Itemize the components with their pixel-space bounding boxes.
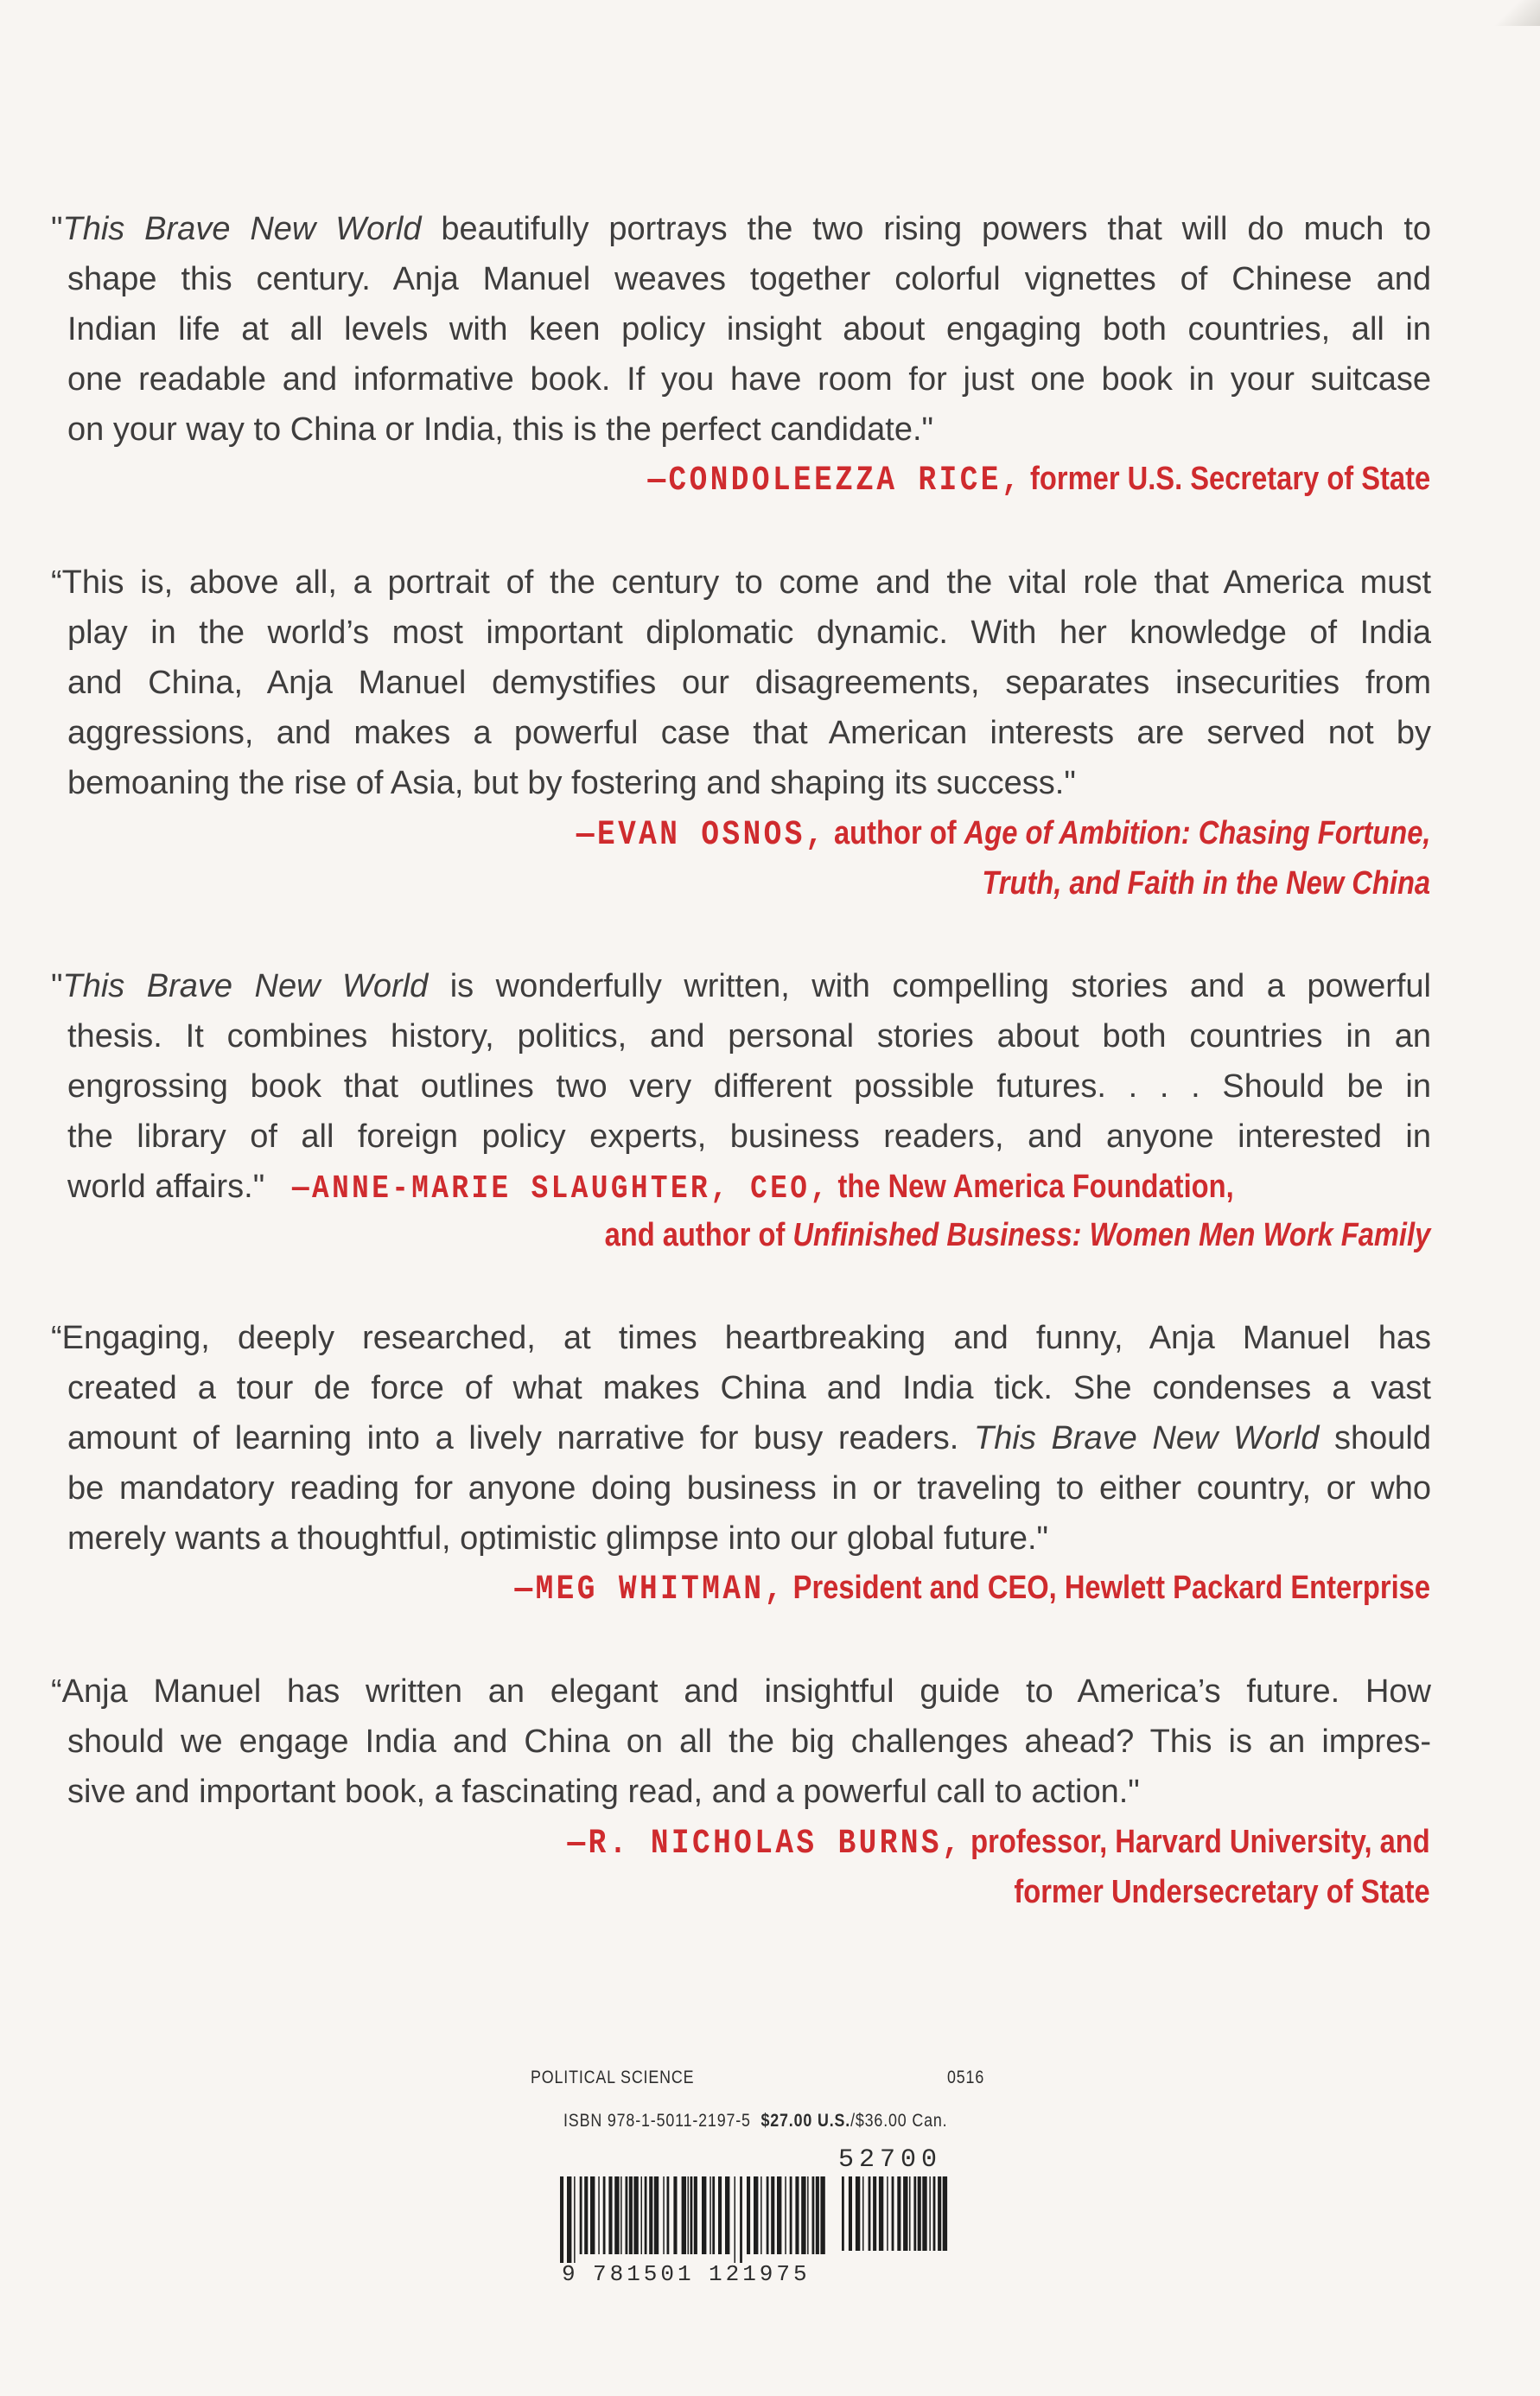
attribution-slaughter-cont bbox=[604, 1210, 1430, 1260]
barcode-bar bbox=[688, 2176, 690, 2254]
attribution-name: CEO, bbox=[730, 1170, 830, 1208]
barcode-bar bbox=[938, 2176, 941, 2251]
quote-text: amount of learning into a lively narrative for busy readers. bbox=[67, 1420, 975, 1456]
quote-line: bemoaning the rise of Asia, but by fostering and shaping its success." bbox=[67, 765, 1076, 801]
quote-line: Indian life at all levels with keen policy insight about engaging both countries, all in bbox=[67, 311, 1431, 347]
barcode-bar bbox=[641, 2176, 643, 2254]
attribution-role: the New America Foundation, bbox=[830, 1169, 1234, 1205]
isbn-price-line bbox=[563, 2111, 947, 2132]
open-quote-mark: " bbox=[51, 211, 63, 247]
attribution-name: —R. NICHOLAS BURNS, bbox=[567, 1825, 964, 1864]
quote-line: “Anja Manuel has written an elegant and insightful guide to America’s future. How bbox=[51, 1673, 1431, 1710]
quote-line: sive and important book, a fascinating read, and a powerful call to action." bbox=[67, 1774, 1140, 1810]
attribution-burns-cont bbox=[1015, 1867, 1430, 1917]
barcode-digits: 781501 bbox=[593, 2261, 695, 2287]
barcode-bar bbox=[725, 2176, 729, 2254]
barcode-bar bbox=[873, 2176, 876, 2251]
barcode-bar bbox=[767, 2176, 769, 2254]
barcode-bar bbox=[816, 2176, 819, 2254]
attribution-slaughter bbox=[292, 1162, 1234, 1214]
quote-text: beautifully portrays the two rising powers that will do much to bbox=[421, 211, 1432, 247]
quote-line: one readable and informative book. If you have room for just one book in your suitcase bbox=[67, 361, 1431, 398]
quote-osnos bbox=[51, 558, 1431, 808]
quote-line: aggressions, and makes a powerful case that American interests are served not by bbox=[67, 715, 1431, 751]
barcode-bar bbox=[862, 2176, 864, 2251]
quote-line: be mandatory reading for anyone doing business in or traveling to either country, or who bbox=[67, 1470, 1431, 1507]
open-quote-mark: " bbox=[51, 968, 63, 1004]
barcode-bar bbox=[574, 2176, 576, 2263]
barcode-bar bbox=[740, 2176, 742, 2263]
price-code: 52700 bbox=[838, 2145, 943, 2175]
attribution-osnos bbox=[576, 808, 1430, 861]
barcode-bar bbox=[943, 2176, 947, 2251]
quote-line bbox=[67, 1162, 1431, 1214]
attribution-osnos-cont bbox=[982, 858, 1430, 908]
barcode-bar bbox=[567, 2176, 571, 2263]
barcode-bar bbox=[614, 2176, 619, 2254]
barcode-bar bbox=[620, 2176, 622, 2254]
barcode-bar bbox=[785, 2176, 786, 2254]
barcode-bar bbox=[712, 2176, 715, 2254]
attribution-rice bbox=[647, 454, 1430, 507]
book-title: This Brave New World bbox=[974, 1420, 1320, 1456]
barcode-bar bbox=[603, 2176, 606, 2254]
attribution-whitman bbox=[514, 1563, 1430, 1615]
attribution-burns bbox=[568, 1817, 1430, 1870]
book-title: This Brave New World bbox=[62, 211, 422, 247]
price-can: /$36.00 Can. bbox=[850, 2111, 948, 2131]
quote-line: created a tour de force of what makes China and India tick. She condenses a vast bbox=[67, 1370, 1431, 1406]
barcode-bar bbox=[849, 2176, 852, 2251]
barcode-digits: 121975 bbox=[709, 2261, 811, 2287]
quote-line: engrossing book that outlines two very different possible futures. . . . Should be in bbox=[67, 1068, 1431, 1105]
attribution-name: —CONDOLEEZZA RICE, bbox=[647, 462, 1022, 500]
attribution-book-title: Age of Ambition: Chasing Fortune, bbox=[964, 815, 1430, 851]
barcode-bar bbox=[771, 2176, 774, 2254]
barcode-bar bbox=[892, 2176, 894, 2251]
quote-line bbox=[67, 1413, 1431, 1463]
barcode-bar bbox=[856, 2176, 860, 2251]
barcode-bar bbox=[913, 2176, 916, 2251]
quote-line: shape this century. Anja Manuel weaves together colorful vignettes of Chinese and bbox=[67, 261, 1431, 297]
barcode-bar bbox=[654, 2176, 659, 2254]
quote-line: and China, Anja Manuel demystifies our disagreements, separates insecurities from bbox=[67, 665, 1431, 701]
barcode-bar bbox=[629, 2176, 633, 2254]
quote-line: “Engaging, deeply researched, at times heartbreaking and funny, Anja Manuel has bbox=[51, 1320, 1431, 1356]
barcode-bar bbox=[760, 2176, 762, 2254]
isbn-barcode bbox=[558, 2176, 826, 2272]
barcode-bar bbox=[682, 2176, 686, 2254]
barcode-bar bbox=[933, 2176, 936, 2251]
barcode-bar bbox=[735, 2176, 736, 2263]
attribution-role: professor, Harvard University, and bbox=[963, 1824, 1430, 1860]
barcode-bar bbox=[909, 2176, 911, 2251]
barcode-bar bbox=[694, 2176, 697, 2254]
barcode-bar bbox=[929, 2176, 931, 2251]
barcode-bar bbox=[887, 2176, 888, 2251]
quote-text: should bbox=[1319, 1420, 1431, 1456]
barcode-bar bbox=[673, 2176, 677, 2254]
attribution-book-title: Truth, and Faith in the New China bbox=[982, 865, 1430, 902]
category-code: 0516 bbox=[947, 2068, 985, 2087]
barcode-bar bbox=[667, 2176, 670, 2254]
quote-line: on your way to China or India, this is the perfect candidate." bbox=[67, 411, 934, 448]
barcode-bar bbox=[702, 2176, 706, 2254]
barcode-bar bbox=[590, 2176, 595, 2254]
barcode-bar bbox=[801, 2176, 805, 2254]
barcode-bar bbox=[710, 2176, 711, 2254]
barcode-digit: 9 bbox=[562, 2261, 577, 2287]
attribution-role: author of bbox=[825, 815, 964, 851]
quote-line: play in the world’s most important diplomatic dynamic. With her knowledge of India bbox=[67, 615, 1431, 651]
quote-rice bbox=[51, 204, 1432, 455]
barcode-bar bbox=[812, 2176, 815, 2254]
quote-burns bbox=[51, 1666, 1431, 1817]
page-corner bbox=[1488, 0, 1540, 26]
barcode-bar bbox=[918, 2176, 921, 2251]
category-label: POLITICAL SCIENCE bbox=[531, 2068, 695, 2087]
quote-line: “This is, above all, a portrait of the century to come and the vital role that America must bbox=[51, 564, 1431, 601]
price-barcode bbox=[840, 2176, 952, 2263]
barcode-bar bbox=[922, 2176, 926, 2251]
quote-line: merely wants a thoughtful, optimistic glimpse into our global future." bbox=[67, 1520, 1049, 1557]
barcode-bar bbox=[879, 2176, 883, 2251]
attribution-book-title: Unfinished Business: Women Men Work Family bbox=[792, 1217, 1430, 1253]
barcode-bar bbox=[747, 2176, 750, 2254]
quote-whitman bbox=[51, 1313, 1431, 1564]
barcode-bar bbox=[790, 2176, 792, 2254]
barcode-bar bbox=[897, 2176, 900, 2251]
quote-text: world affairs." bbox=[67, 1169, 265, 1205]
barcode-bar bbox=[608, 2176, 612, 2254]
barcode-bar bbox=[645, 2176, 647, 2254]
quote-line: should we engage India and China on all the big challenges ahead? This is an impres- bbox=[67, 1724, 1431, 1760]
barcode-bar bbox=[598, 2176, 600, 2254]
quote-text: is wonderfully written, with compelling stories and a powerful bbox=[428, 968, 1431, 1004]
barcode-bar bbox=[795, 2176, 799, 2254]
barcode-bar bbox=[626, 2176, 628, 2254]
quote-line bbox=[51, 961, 1431, 1011]
isbn-text: ISBN 978-1-5011-2197-5 bbox=[563, 2111, 751, 2131]
attribution-role: former Undersecretary of State bbox=[1014, 1874, 1430, 1910]
quote-slaughter bbox=[51, 961, 1431, 1214]
barcode-bar bbox=[820, 2176, 824, 2254]
barcode-bar bbox=[842, 2176, 844, 2251]
quote-line: thesis. It combines history, politics, and personal stories about both countries in an bbox=[67, 1018, 1431, 1055]
barcode-bar bbox=[580, 2176, 582, 2254]
barcode-bar bbox=[633, 2176, 638, 2254]
barcode-bar bbox=[718, 2176, 722, 2254]
barcode-bar bbox=[663, 2176, 665, 2254]
attribution-role: former U.S. Secretary of State bbox=[1021, 461, 1430, 497]
barcode-bar bbox=[584, 2176, 588, 2254]
quote-line: the library of all foreign policy experts, business readers, and anyone interested in bbox=[67, 1118, 1431, 1155]
price-us: $27.00 U.S. bbox=[760, 2111, 851, 2131]
barcode-bar bbox=[754, 2176, 758, 2254]
barcode-bar bbox=[903, 2176, 907, 2251]
barcode-bar bbox=[560, 2176, 563, 2263]
barcode-bar bbox=[807, 2176, 809, 2254]
barcode-block bbox=[527, 2068, 1011, 2301]
quote-line bbox=[51, 204, 1431, 254]
barcode-bar bbox=[690, 2176, 693, 2254]
attribution-name: —ANNE-MARIE SLAUGHTER, bbox=[291, 1170, 731, 1208]
attribution-name: —EVAN OSNOS, bbox=[576, 816, 826, 855]
attribution-role: and author of bbox=[604, 1217, 793, 1253]
attribution-name: —MEG WHITMAN, bbox=[514, 1571, 786, 1609]
attribution-role: President and CEO, Hewlett Packard Enterprise bbox=[785, 1570, 1430, 1606]
barcode-bar bbox=[649, 2176, 652, 2254]
barcode-bar bbox=[869, 2176, 871, 2251]
book-title: This Brave New World bbox=[62, 968, 429, 1004]
barcode-bar bbox=[777, 2176, 781, 2254]
